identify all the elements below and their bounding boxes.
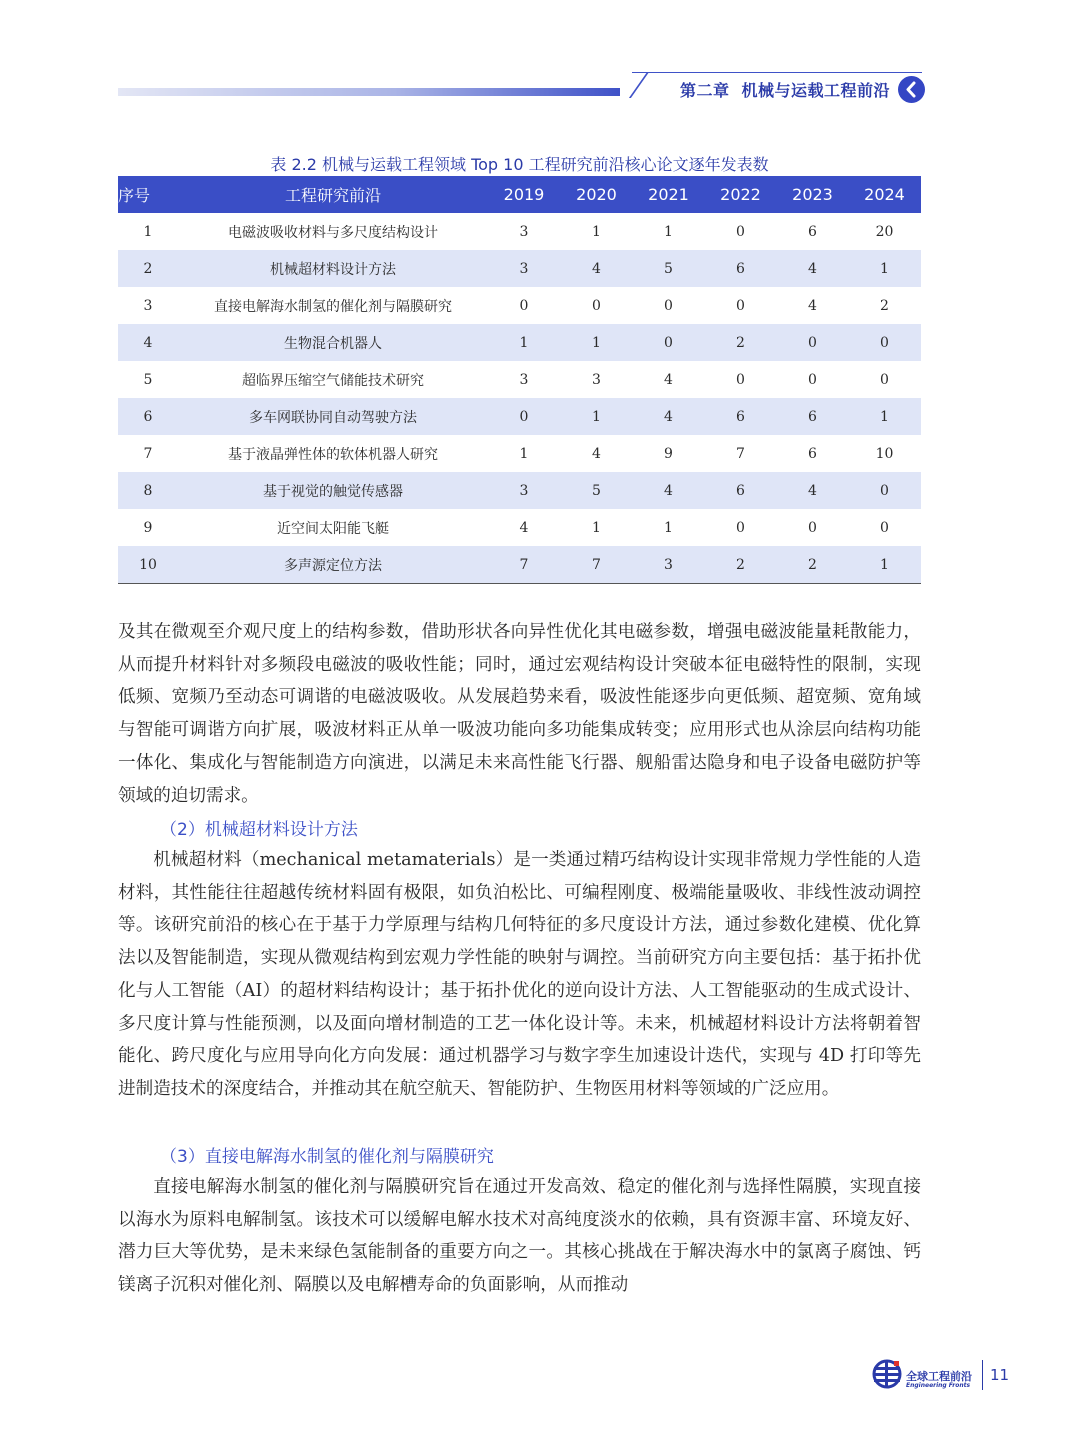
table-cell: 0	[488, 398, 560, 435]
table-cell: 6	[704, 398, 777, 435]
footer-divider	[982, 1360, 983, 1390]
brand-name-cn: 全球工程前沿	[906, 1370, 972, 1383]
table-cell: 近空间太阳能飞艇	[277, 520, 389, 537]
table-cell: 0	[592, 297, 601, 314]
table-cell: 3	[488, 250, 560, 287]
table-cell: 2	[880, 297, 889, 314]
table-cell: 6	[704, 472, 777, 509]
table-cell: 3	[633, 546, 704, 584]
table-cell: 0	[777, 324, 848, 361]
table-cell: 2	[777, 546, 848, 584]
table-cell: 4	[664, 371, 673, 388]
table-cell: 4	[777, 472, 848, 509]
table-cell: 1	[519, 445, 529, 462]
page-number: 11	[990, 1366, 1010, 1384]
table-row	[118, 546, 921, 584]
table-cell: 10	[118, 546, 178, 584]
body-paragraph-3	[118, 1171, 921, 1302]
table-cell: 0	[664, 297, 673, 314]
table-cell: 多车网联协同自动驾驶方法	[178, 398, 488, 435]
column-header: 2024	[848, 176, 921, 213]
table-cell: 5	[633, 250, 704, 287]
table-cell: 3	[592, 371, 601, 388]
body-paragraph-2	[118, 844, 921, 1106]
table-cell: 1	[488, 324, 560, 361]
chapter-header	[680, 78, 902, 101]
table-cell: 基于视觉的触觉传感器	[178, 472, 488, 509]
table-cell: 基于液晶弹性体的软体机器人研究	[228, 446, 438, 463]
table-cell: 5	[143, 371, 153, 388]
table-row	[118, 472, 921, 509]
table-cell: 6	[704, 250, 777, 287]
section-heading-2: （2）机械超材料设计方法	[160, 820, 358, 840]
table-cell: 0	[519, 297, 529, 314]
table-row	[118, 398, 921, 435]
table-cell: 3	[143, 297, 153, 314]
header-top-rule	[632, 72, 922, 73]
table-cell: 7	[143, 445, 153, 462]
table-cell: 7	[560, 546, 633, 584]
column-header: 2021	[633, 176, 704, 213]
table-cell: 0	[736, 519, 745, 536]
table-cell: 6	[808, 223, 817, 240]
chevron-left-icon[interactable]	[898, 76, 925, 103]
table-cell: 0	[880, 519, 889, 536]
column-header: 2022	[704, 176, 777, 213]
header-gradient-line	[118, 88, 620, 96]
table-cell: 2	[704, 546, 777, 584]
table-row	[118, 509, 921, 546]
column-header: 2020	[560, 176, 633, 213]
table-cell: 10	[875, 445, 894, 462]
table-row	[118, 213, 921, 250]
table-cell: 0	[633, 324, 704, 361]
table-cell: 4	[118, 324, 178, 361]
table-cell: 生物混合机器人	[178, 324, 488, 361]
table-header-row	[118, 176, 921, 213]
table-cell: 0	[848, 472, 921, 509]
table-caption: 表 2.2 机械与运载工程领域 Top 10 工程研究前沿核心论文逐年发表数	[270, 155, 769, 174]
chapter-title: 机械与运载工程前沿	[741, 81, 891, 100]
table-cell: 3	[519, 371, 529, 388]
table-cell: 6	[777, 398, 848, 435]
table-cell: 7	[736, 445, 745, 462]
table-cell: 9	[143, 519, 153, 536]
table-cell: 6	[808, 445, 817, 462]
column-header: 2023	[777, 176, 848, 213]
table-row	[118, 324, 921, 361]
paragraph-text: 及其在微观至介观尺度上的结构参数，借助形状各向异性优化其电磁参数，增强电磁波能量耗散能力，从而提升材料针对多频段电磁波的吸收性能；同时，通过宏观结构设计突破本征电磁特性的限制，实现低频、宽频乃至动态可调谐的电磁波吸收。从发展趋势来看，吸波性能逐步向更低频、超宽频、宽角域与智能可调谐方向扩展，吸波材料正从单一吸波功能向多功能集成转变；应用形式也从涂层向结构功能一体化、集成化与智能制造方向演进，以满足未来高性能飞行器、舰船雷达隐身和电子设备电磁防护等领域的迫切需求。	[118, 622, 921, 806]
table-cell: 5	[560, 472, 633, 509]
table-cell: 多声源定位方法	[178, 546, 488, 584]
table-cell: 1	[592, 223, 601, 240]
table-cell: 0	[880, 371, 889, 388]
table-cell: 20	[875, 223, 894, 240]
table-cell: 1	[848, 398, 921, 435]
header-slant-divider	[603, 72, 649, 98]
table-cell: 4	[592, 445, 601, 462]
publications-table	[118, 176, 921, 584]
table-cell: 0	[848, 324, 921, 361]
table-cell: 6	[118, 398, 178, 435]
column-header: 工程研究前沿	[178, 176, 488, 213]
table-cell: 电磁波吸收材料与多尺度结构设计	[228, 224, 438, 241]
table-row	[118, 361, 921, 398]
table-cell: 超临界压缩空气储能技术研究	[242, 372, 424, 389]
table-cell: 0	[736, 297, 745, 314]
section-heading-3: （3）直接电解海水制氢的催化剂与隔膜研究	[160, 1147, 494, 1167]
table-cell: 1	[592, 519, 601, 536]
table-cell: 1	[848, 546, 921, 584]
table-cell: 1	[560, 324, 633, 361]
table-cell: 3	[488, 472, 560, 509]
table-cell: 3	[519, 223, 529, 240]
engineering-fronts-logo-icon	[872, 1358, 902, 1394]
table-cell: 4	[777, 250, 848, 287]
table-cell: 0	[808, 519, 817, 536]
column-header: 序号	[118, 176, 178, 213]
table-row	[118, 250, 921, 287]
table-cell: 4	[808, 297, 817, 314]
table-cell: 1	[848, 250, 921, 287]
table-cell: 4	[519, 519, 529, 536]
chapter-number: 第二章	[680, 81, 730, 100]
table-cell: 9	[664, 445, 673, 462]
table-cell: 2	[704, 324, 777, 361]
table-cell: 8	[118, 472, 178, 509]
column-header: 2019	[488, 176, 560, 213]
table-cell: 1	[664, 519, 673, 536]
table-row	[118, 435, 921, 472]
table-cell: 1	[143, 223, 153, 240]
paragraph-text: 直接电解海水制氢的催化剂与隔膜研究旨在通过开发高效、稳定的催化剂与选择性隔膜，实现直接以海水为原料电解制氢。该技术可以缓解电解水技术对高纯度淡水的依赖，具有资源丰富、环境友好、潜力巨大等优势，是未来绿色氢能制备的重要方向之一。其核心挑战在于解决海水中的氯离子腐蚀、钙镁离子沉积对催化剂、隔膜以及电解槽寿命的负面影响，从而推动	[118, 1177, 921, 1296]
table-row	[118, 287, 921, 324]
body-paragraph-1	[118, 616, 921, 812]
table-cell: 4	[633, 472, 704, 509]
table-cell: 4	[633, 398, 704, 435]
table-cell: 1	[664, 223, 673, 240]
table-cell: 2	[118, 250, 178, 287]
paragraph-text: 机械超材料（mechanical metamaterials）是一类通过精巧结构设计实现非常规力学性能的人造材料，其性能往往超越传统材料固有极限，如负泊松比、可编程刚度、极端能量吸收、非线性波动调控等。该研究前沿的核心在于基于力学原理与结构几何特征的多尺度设计方法，通过参数化建模、优化算法以及智能制造，实现从微观结构到宏观力学性能的映射与调控。当前研究方向主要包括：基于拓扑优化与人工智能（AI）的超材料结构设计；基于拓扑优化的逆向设计方法、人工智能驱动的生成式设计、多尺度计算与性能预测，以及面向增材制造的工艺一体化设计等。未来，机械超材料设计方法将朝着智能化、跨尺度化与应用导向化方向发展：通过机器学习与数字孪生加速设计迭代，实现与 4D 打印等先进制造技术的深度结合，并推动其在航空航天、智能防护、生物医用材料等领域的广泛应用。	[118, 850, 921, 1099]
brand-name-en: Engineering Fronts	[906, 1382, 971, 1389]
table-cell: 0	[736, 371, 745, 388]
table-cell: 机械超材料设计方法	[178, 250, 488, 287]
table-cell: 1	[560, 398, 633, 435]
table-cell: 4	[560, 250, 633, 287]
table-cell: 0	[808, 371, 817, 388]
table-cell: 直接电解海水制氢的催化剂与隔膜研究	[214, 298, 452, 315]
table-cell: 7	[488, 546, 560, 584]
table-cell: 0	[736, 223, 745, 240]
